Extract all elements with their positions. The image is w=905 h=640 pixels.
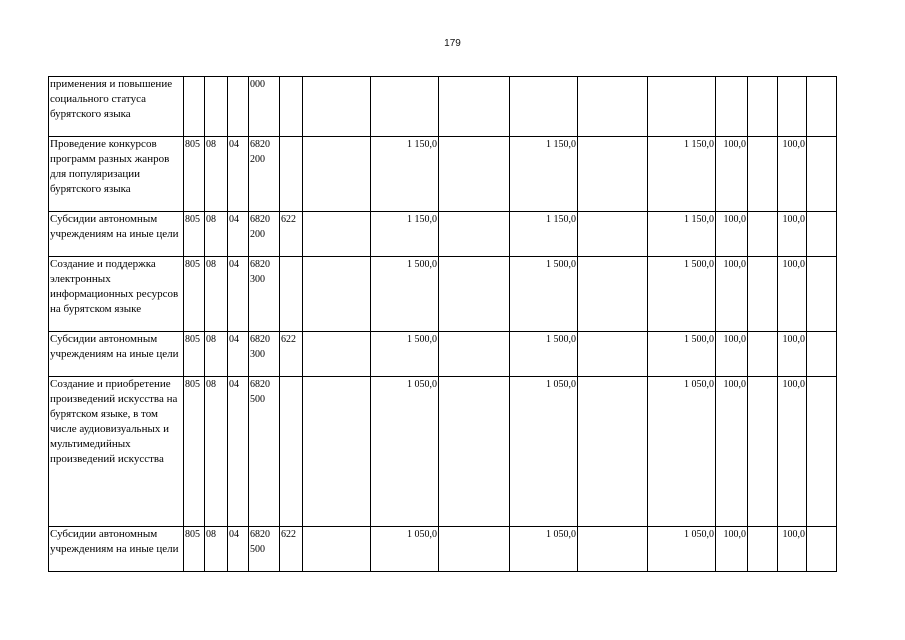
empty-cell — [578, 527, 648, 572]
empty-cell — [303, 527, 371, 572]
expense-type-code: 622 — [280, 332, 303, 377]
article-code: 6820 500 — [249, 527, 280, 572]
empty-cell — [439, 332, 510, 377]
empty-cell — [303, 77, 371, 137]
empty-cell — [807, 527, 837, 572]
article-code: 6820 200 — [249, 212, 280, 257]
ministry-code: 805 — [184, 137, 205, 212]
subsection-code: 04 — [228, 527, 249, 572]
empty-cell — [748, 527, 778, 572]
article-code: 6820 500 — [249, 377, 280, 527]
ministry-code: 805 — [184, 212, 205, 257]
empty-cell — [303, 212, 371, 257]
amount-3: 1 500,0 — [648, 257, 716, 332]
empty-cell — [807, 332, 837, 377]
table-row — [49, 377, 837, 527]
empty-cell — [439, 377, 510, 527]
table-row — [49, 527, 837, 572]
empty-cell — [748, 332, 778, 377]
article-code: 6820 200 — [249, 137, 280, 212]
subsection-code: 04 — [228, 257, 249, 332]
table-row — [49, 257, 837, 332]
amount-1: 1 500,0 — [371, 332, 439, 377]
expense-type-code — [280, 257, 303, 332]
table-row — [49, 137, 837, 212]
empty-cell — [748, 257, 778, 332]
row-name: Субсидии автономным учреждениям на иные цели — [49, 527, 184, 572]
empty-cell — [748, 137, 778, 212]
empty-cell — [578, 257, 648, 332]
amount-3: 1 150,0 — [648, 212, 716, 257]
expense-type-code: 622 — [280, 527, 303, 572]
empty-cell — [578, 137, 648, 212]
row-name: Субсидии автономным учреждениям на иные цели — [49, 212, 184, 257]
percent-2: 100,0 — [778, 212, 807, 257]
amount-2: 1 500,0 — [510, 332, 578, 377]
empty-cell — [578, 377, 648, 527]
ministry-code: 805 — [184, 332, 205, 377]
amount-1: 1 050,0 — [371, 377, 439, 527]
empty-cell — [303, 377, 371, 527]
section-code: 08 — [205, 212, 228, 257]
ministry-code — [184, 77, 205, 137]
percent-1: 100,0 — [716, 527, 748, 572]
expense-type-code — [280, 77, 303, 137]
percent-2: 100,0 — [778, 332, 807, 377]
empty-cell — [439, 77, 510, 137]
percent-1: 100,0 — [716, 377, 748, 527]
expense-type-code: 622 — [280, 212, 303, 257]
ministry-code: 805 — [184, 257, 205, 332]
empty-cell — [303, 257, 371, 332]
row-name: Субсидии автономным учреждениям на иные цели — [49, 332, 184, 377]
section-code: 08 — [205, 257, 228, 332]
amount-2: 1 500,0 — [510, 257, 578, 332]
article-code: 6820 300 — [249, 257, 280, 332]
percent-2: 100,0 — [778, 257, 807, 332]
empty-cell — [748, 77, 778, 137]
subsection-code: 04 — [228, 377, 249, 527]
subsection-code: 04 — [228, 332, 249, 377]
row-name: применения и повышение социального статуса бурятского языка — [49, 77, 184, 137]
amount-3: 1 500,0 — [648, 332, 716, 377]
percent-1 — [716, 77, 748, 137]
table-row — [49, 212, 837, 257]
percent-1: 100,0 — [716, 332, 748, 377]
empty-cell — [303, 332, 371, 377]
empty-cell — [807, 377, 837, 527]
table-row — [49, 77, 837, 137]
subsection-code: 04 — [228, 212, 249, 257]
row-name: Создание и поддержка электронных информационных ресурсов на бурятском языке — [49, 257, 184, 332]
row-name: Создание и приобретение произведений искусства на бурятском языке, в том числе аудиовизуальных и мультимедийных произведений искусства — [49, 377, 184, 527]
percent-1: 100,0 — [716, 257, 748, 332]
article-code: 000 — [249, 77, 280, 137]
percent-1: 100,0 — [716, 212, 748, 257]
section-code: 08 — [205, 137, 228, 212]
amount-1: 1 150,0 — [371, 137, 439, 212]
expense-type-code — [280, 137, 303, 212]
empty-cell — [303, 137, 371, 212]
amount-3: 1 050,0 — [648, 377, 716, 527]
percent-2: 100,0 — [778, 377, 807, 527]
empty-cell — [807, 77, 837, 137]
section-code: 08 — [205, 332, 228, 377]
amount-2: 1 050,0 — [510, 527, 578, 572]
amount-2: 1 150,0 — [510, 212, 578, 257]
section-code — [205, 77, 228, 137]
ministry-code: 805 — [184, 377, 205, 527]
table-body — [49, 77, 837, 572]
empty-cell — [748, 212, 778, 257]
row-name: Проведение конкурсов программ разных жанров для популяризации бурятского языка — [49, 137, 184, 212]
empty-cell — [578, 212, 648, 257]
amount-3: 1 150,0 — [648, 137, 716, 212]
article-code: 6820 300 — [249, 332, 280, 377]
empty-cell — [807, 137, 837, 212]
section-code: 08 — [205, 377, 228, 527]
empty-cell — [439, 212, 510, 257]
amount-1: 1 050,0 — [371, 527, 439, 572]
empty-cell — [578, 332, 648, 377]
subsection-code — [228, 77, 249, 137]
empty-cell — [807, 257, 837, 332]
percent-2: 100,0 — [778, 527, 807, 572]
amount-3 — [648, 77, 716, 137]
page-number: 179 — [444, 38, 461, 49]
amount-1: 1 500,0 — [371, 257, 439, 332]
empty-cell — [807, 212, 837, 257]
ministry-code: 805 — [184, 527, 205, 572]
empty-cell — [439, 137, 510, 212]
table-row — [49, 332, 837, 377]
section-code: 08 — [205, 527, 228, 572]
budget-table — [48, 76, 837, 572]
amount-1 — [371, 77, 439, 137]
amount-2: 1 050,0 — [510, 377, 578, 527]
amount-3: 1 050,0 — [648, 527, 716, 572]
empty-cell — [439, 527, 510, 572]
empty-cell — [439, 257, 510, 332]
expense-type-code — [280, 377, 303, 527]
percent-2: 100,0 — [778, 137, 807, 212]
empty-cell — [578, 77, 648, 137]
empty-cell — [748, 377, 778, 527]
percent-1: 100,0 — [716, 137, 748, 212]
amount-2: 1 150,0 — [510, 137, 578, 212]
subsection-code: 04 — [228, 137, 249, 212]
amount-1: 1 150,0 — [371, 212, 439, 257]
amount-2 — [510, 77, 578, 137]
percent-2 — [778, 77, 807, 137]
